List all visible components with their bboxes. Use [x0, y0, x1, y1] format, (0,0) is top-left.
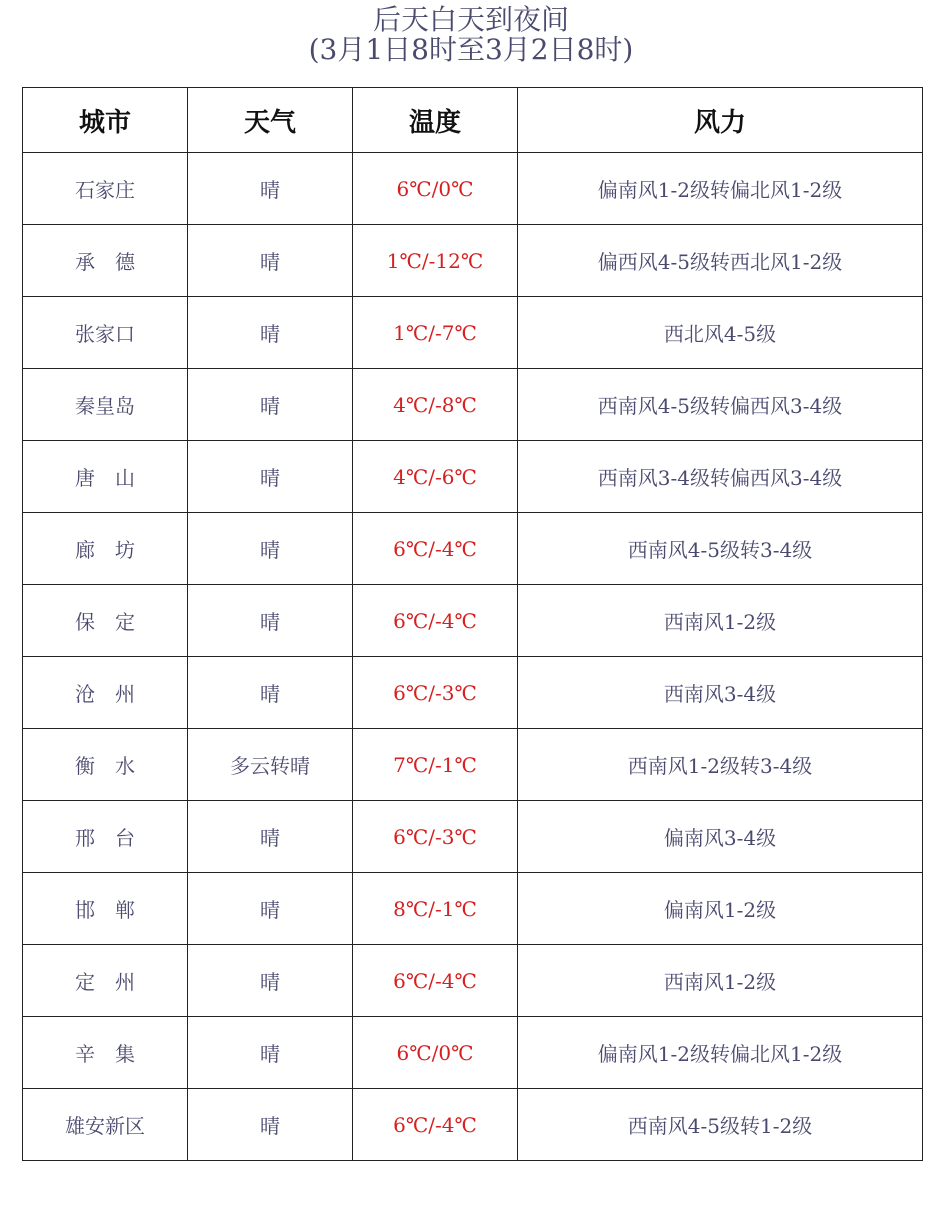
cell-wind: 西南风4-5级转偏西风3-4级: [518, 369, 923, 441]
cell-city: 承 德: [23, 225, 188, 297]
cell-weather: 晴: [188, 297, 353, 369]
table-header-row: [23, 88, 923, 153]
table-row: [23, 801, 923, 873]
cell-city: 辛 集: [23, 1017, 188, 1089]
cell-city: 石家庄: [23, 153, 188, 225]
cell-city: 张家口: [23, 297, 188, 369]
cell-weather: 晴: [188, 585, 353, 657]
cell-city: 沧 州: [23, 657, 188, 729]
table-body: [23, 153, 923, 1161]
cell-wind: 西南风1-2级: [518, 945, 923, 1017]
header-weather: 天气: [188, 88, 353, 153]
cell-weather: 晴: [188, 369, 353, 441]
cell-wind: 西南风3-4级: [518, 657, 923, 729]
header-temperature: 温度: [353, 88, 518, 153]
page-title: 后天白天到夜间: [372, 3, 569, 36]
cell-wind: 偏南风1-2级转偏北风1-2级: [518, 1017, 923, 1089]
table-row: [23, 1089, 923, 1161]
cell-city: 邯 郸: [23, 873, 188, 945]
cell-wind: 西南风1-2级转3-4级: [518, 729, 923, 801]
cell-temperature: 8℃/-1℃: [353, 873, 518, 945]
table-row: [23, 225, 923, 297]
cell-weather: 晴: [188, 657, 353, 729]
cell-wind: 西南风4-5级转3-4级: [518, 513, 923, 585]
table-row: [23, 153, 923, 225]
cell-temperature: 6℃/-4℃: [353, 585, 518, 657]
cell-city: 唐 山: [23, 441, 188, 513]
cell-weather: 晴: [188, 945, 353, 1017]
cell-weather: 晴: [188, 1017, 353, 1089]
header-city: 城市: [23, 88, 188, 153]
table-row: [23, 729, 923, 801]
cell-city: 邢 台: [23, 801, 188, 873]
cell-temperature: 4℃/-8℃: [353, 369, 518, 441]
cell-temperature: 7℃/-1℃: [353, 729, 518, 801]
cell-temperature: 6℃/0℃: [353, 1017, 518, 1089]
cell-temperature: 6℃/-4℃: [353, 945, 518, 1017]
cell-temperature: 6℃/-3℃: [353, 657, 518, 729]
cell-wind: 偏西风4-5级转西北风1-2级: [518, 225, 923, 297]
cell-temperature: 6℃/-3℃: [353, 801, 518, 873]
cell-city: 定 州: [23, 945, 188, 1017]
table-row: [23, 297, 923, 369]
table-row: [23, 1017, 923, 1089]
cell-weather: 多云转晴: [188, 729, 353, 801]
cell-wind: 西南风1-2级: [518, 585, 923, 657]
table-row: [23, 657, 923, 729]
table-row: [23, 369, 923, 441]
cell-wind: 偏南风3-4级: [518, 801, 923, 873]
cell-city: 保 定: [23, 585, 188, 657]
cell-temperature: 1℃/-12℃: [353, 225, 518, 297]
cell-city: 廊 坊: [23, 513, 188, 585]
cell-temperature: 4℃/-6℃: [353, 441, 518, 513]
cell-weather: 晴: [188, 1089, 353, 1161]
cell-wind: 偏南风1-2级: [518, 873, 923, 945]
cell-city: 雄安新区: [23, 1089, 188, 1161]
table-row: [23, 441, 923, 513]
cell-weather: 晴: [188, 801, 353, 873]
table-row: [23, 513, 923, 585]
cell-temperature: 6℃/0℃: [353, 153, 518, 225]
page-subtitle-time-range: (3月1日8时至3月2日8时): [308, 33, 634, 66]
cell-weather: 晴: [188, 441, 353, 513]
table-row: [23, 585, 923, 657]
cell-wind: 西南风3-4级转偏西风3-4级: [518, 441, 923, 513]
header-wind: 风力: [518, 88, 923, 153]
cell-weather: 晴: [188, 513, 353, 585]
cell-weather: 晴: [188, 873, 353, 945]
cell-city: 秦皇岛: [23, 369, 188, 441]
forecast-table: [22, 87, 923, 1161]
cell-city: 衡 水: [23, 729, 188, 801]
cell-weather: 晴: [188, 153, 353, 225]
cell-weather: 晴: [188, 225, 353, 297]
table-row: [23, 873, 923, 945]
cell-wind: 西南风4-5级转1-2级: [518, 1089, 923, 1161]
cell-temperature: 6℃/-4℃: [353, 513, 518, 585]
cell-temperature: 1℃/-7℃: [353, 297, 518, 369]
cell-wind: 偏南风1-2级转偏北风1-2级: [518, 153, 923, 225]
cell-wind: 西北风4-5级: [518, 297, 923, 369]
cell-temperature: 6℃/-4℃: [353, 1089, 518, 1161]
table-row: [23, 945, 923, 1017]
